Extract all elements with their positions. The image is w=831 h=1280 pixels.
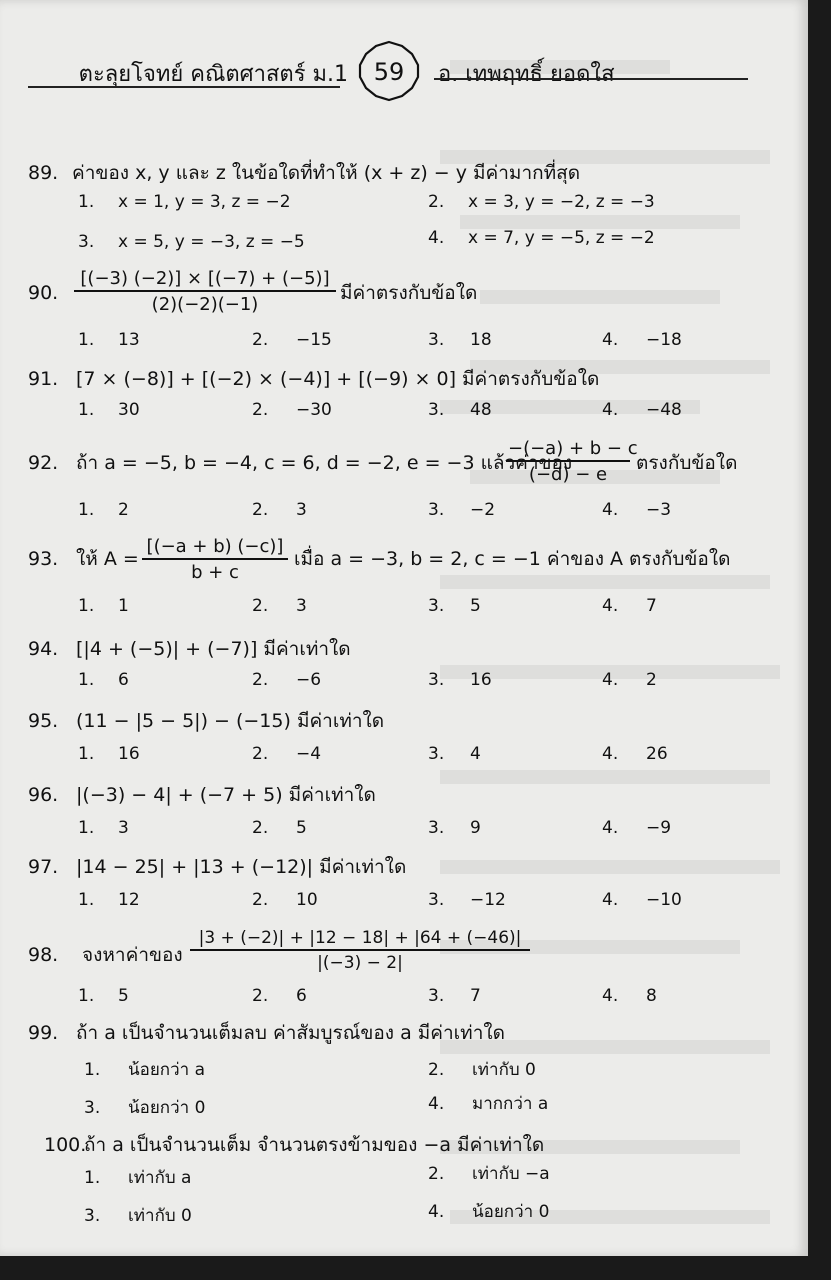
question-text: |14 − 25| + |13 + (−12)| มีค่าเท่าใด bbox=[76, 856, 407, 878]
question-text: ค่าของ x, y และ z ในข้อใดที่ทำให้ (x + z) − y มีค่ามากที่สุด bbox=[72, 162, 581, 184]
option: 3. 16 bbox=[428, 670, 492, 690]
page-number: 59 bbox=[373, 58, 405, 86]
option: 4. 7 bbox=[602, 596, 657, 616]
fraction-denominator: (2)(−2)(−1) bbox=[151, 294, 259, 315]
question-95: 95. (11 − |5 − 5|) − (−15) มีค่าเท่าใด bbox=[28, 710, 385, 732]
option: 4. มากกว่า a bbox=[428, 1094, 549, 1114]
fraction-denominator: (−d) − e bbox=[528, 464, 608, 485]
header-author: อ. เทพฤทธิ์ ยอดใส bbox=[438, 62, 615, 87]
question-text: [7 × (−8)] + [(−2) × (−4)] + [(−9) × 0] มีค่าตรงกับข้อใด bbox=[76, 368, 600, 390]
fraction-denominator: |(−3) − 2| bbox=[317, 953, 403, 973]
question-text: [|4 + (−5)| + (−7)] มีค่าเท่าใด bbox=[76, 638, 351, 660]
question-text: (11 − |5 − 5|) − (−15) มีค่าเท่าใด bbox=[76, 710, 385, 732]
option: 2. −6 bbox=[252, 670, 322, 690]
fraction-denominator: b + c bbox=[191, 562, 239, 583]
option: 1. 12 bbox=[78, 890, 140, 910]
option: 3. 9 bbox=[428, 818, 481, 838]
question-text-after: ตรงกับข้อใด bbox=[636, 452, 738, 474]
option: 1. น้อยกว่า a bbox=[84, 1060, 205, 1080]
question-91: 91. [7 × (−8)] + [(−2) × (−4)] + [(−9) × 0] มีค่าตรงกับข้อใด bbox=[28, 368, 600, 390]
question-96: 96. |(−3) − 4| + (−7 + 5) มีค่าเท่าใด bbox=[28, 784, 376, 806]
option: 3. 4 bbox=[428, 744, 481, 764]
option: 4. −3 bbox=[602, 500, 672, 520]
option: 1. 6 bbox=[78, 670, 129, 690]
option: 1. 13 bbox=[78, 330, 140, 350]
option: 4. น้อยกว่า 0 bbox=[428, 1202, 550, 1222]
question-99: 99. ถ้า a เป็นจำนวนเต็มลบ ค่าสัมบูรณ์ของ a มีค่าเท่าใด bbox=[28, 1022, 505, 1044]
option: 4. x = 7, y = −5, z = −2 bbox=[428, 228, 655, 248]
question-94: 94. [|4 + (−5)| + (−7)] มีค่าเท่าใด bbox=[28, 638, 351, 660]
option: 2. 3 bbox=[252, 500, 307, 520]
option: 3. 7 bbox=[428, 986, 481, 1006]
question-text: ถ้า a = −5, b = −4, c = 6, d = −2, e = −3 แล้วค่าของ bbox=[76, 452, 573, 474]
fraction-numerator: |3 + (−2)| + |12 − 18| + |64 + (−46)| bbox=[190, 928, 530, 951]
option: 1. เท่ากับ a bbox=[84, 1168, 192, 1188]
fraction bbox=[74, 268, 336, 315]
option: 3. −2 bbox=[428, 500, 496, 520]
option: 2. x = 3, y = −2, z = −3 bbox=[428, 192, 655, 212]
fraction-numerator: [(−3) (−2)] × [(−7) + (−5)] bbox=[74, 268, 336, 292]
option: 4. 2 bbox=[602, 670, 657, 690]
option: 1. 3 bbox=[78, 818, 129, 838]
question-text: มีค่าตรงกับข้อใด bbox=[340, 282, 478, 304]
option: 4. −48 bbox=[602, 400, 682, 420]
option: 2. 5 bbox=[252, 818, 307, 838]
option: 2. −15 bbox=[252, 330, 332, 350]
option: 3. น้อยกว่า 0 bbox=[84, 1098, 206, 1118]
option: 1. 5 bbox=[78, 986, 129, 1006]
option: 1. 30 bbox=[78, 400, 140, 420]
question-90-number: 90. bbox=[28, 282, 59, 304]
fraction-numerator: [(−a + b) (−c)] bbox=[142, 536, 288, 560]
question-text: |(−3) − 4| + (−7 + 5) มีค่าเท่าใด bbox=[76, 784, 376, 806]
option: 4. −9 bbox=[602, 818, 672, 838]
fraction bbox=[190, 928, 530, 973]
option: 3. −12 bbox=[428, 890, 506, 910]
option: 4. 8 bbox=[602, 986, 657, 1006]
option: 4. −18 bbox=[602, 330, 682, 350]
option: 2. 3 bbox=[252, 596, 307, 616]
option: 3. เท่ากับ 0 bbox=[84, 1206, 192, 1226]
question-97: 97. |14 − 25| + |13 + (−12)| มีค่าเท่าใด bbox=[28, 856, 407, 878]
question-93: 93. ให้ A = bbox=[28, 548, 139, 570]
option: 2. 6 bbox=[252, 986, 307, 1006]
option: 4. −10 bbox=[602, 890, 682, 910]
option: 2. −30 bbox=[252, 400, 332, 420]
page-header bbox=[0, 38, 808, 108]
header-book-title: ตะลุยโจทย์ คณิตศาสตร์ ม.1 bbox=[78, 62, 348, 87]
fraction-numerator: −(−a) + b − c bbox=[506, 438, 630, 462]
option: 1. 1 bbox=[78, 596, 129, 616]
header-rule-left bbox=[28, 86, 340, 88]
question-89: 89. ค่าของ x, y และ z ในข้อใดที่ทำให้ (x + z) − y มีค่ามากที่สุด bbox=[28, 162, 581, 184]
option: 4. 26 bbox=[602, 744, 668, 764]
option: 1. x = 1, y = 3, z = −2 bbox=[78, 192, 291, 212]
question-text: ให้ A = bbox=[76, 548, 139, 570]
question-92: 92. ถ้า a = −5, b = −4, c = 6, d = −2, e = −3 แล้วค่าของ bbox=[28, 452, 573, 474]
option: 2. −4 bbox=[252, 744, 322, 764]
fraction bbox=[506, 438, 638, 485]
question-98: 98. จงหาค่าของ bbox=[28, 944, 183, 966]
question-100: 100.ถ้า a เป็นจำนวนเต็ม จำนวนตรงข้ามของ −a มีค่าเท่าใด bbox=[44, 1134, 545, 1156]
question-text: จงหาค่าของ bbox=[82, 944, 183, 966]
fraction bbox=[142, 536, 288, 583]
option: 3. 5 bbox=[428, 596, 481, 616]
option: 3. 48 bbox=[428, 400, 492, 420]
option: 1. 16 bbox=[78, 744, 140, 764]
option: 3. x = 5, y = −3, z = −5 bbox=[78, 232, 305, 252]
option: 3. 18 bbox=[428, 330, 492, 350]
option: 2. เท่ากับ 0 bbox=[428, 1060, 536, 1080]
option: 1. 2 bbox=[78, 500, 129, 520]
question-text-after: เมื่อ a = −3, b = 2, c = −1 ค่าของ A ตรงกับข้อใด bbox=[294, 548, 731, 570]
option: 2. เท่ากับ −a bbox=[428, 1164, 550, 1184]
question-text: ถ้า a เป็นจำนวนเต็ม จำนวนตรงข้ามของ −a มีค่าเท่าใด bbox=[84, 1134, 545, 1156]
question-text: ถ้า a เป็นจำนวนเต็มลบ ค่าสัมบูรณ์ของ a มีค่าเท่าใด bbox=[76, 1022, 505, 1044]
header-rule-right bbox=[434, 78, 748, 80]
option: 2. 10 bbox=[252, 890, 318, 910]
